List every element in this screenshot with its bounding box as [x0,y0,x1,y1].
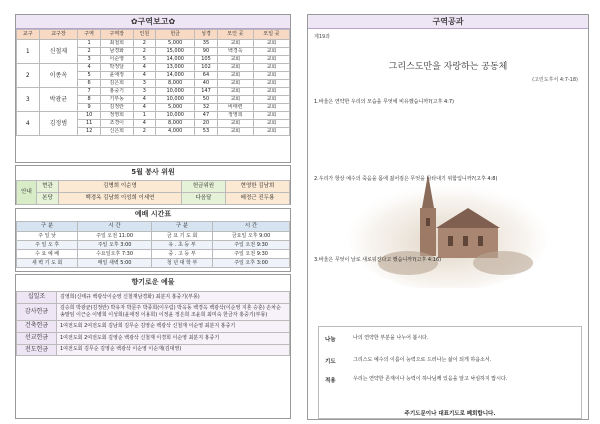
report-cell: 교회 [217,64,253,72]
report-cell: 4 [133,120,156,128]
schedule-cell: 주일 오전 11:00 [78,232,152,241]
report-cell: 1 [78,40,101,48]
application-key: 나눔 [325,337,336,343]
offering-names: 1여전도회 김무순 김영순 백광삭 이순영 이순재(김대영) [57,344,290,356]
report-cell: 4 [133,104,156,112]
volunteer-value: 백경옥 김남희 이성희 이세연 [59,193,182,205]
report-cell: 2 [78,48,101,56]
offering-names: 1여전도회 2여전도회 김영순 백광삭 신철재 이경희 이순영 최분지 홍중기 [57,332,290,344]
report-cell: 11 [78,120,101,128]
application-value: 우리는 연약한 존재이나 능력이 하나님께 있음을 알고 낙심하지 맙시다. [353,376,508,382]
offering-row [17,321,290,333]
parish-number: 4 [17,112,40,136]
report-cell: 102 [195,64,218,72]
report-cell: 12 [78,128,101,136]
report-header-cell: 성경 [195,30,218,40]
report-cell: 2 [133,128,156,136]
report-cell: 교회 [253,72,289,80]
report-cell: 교회 [253,80,289,88]
schedule-cell: 금 요 기 도 회 [151,232,212,241]
report-cell: 4,000 [156,128,195,136]
report-row [17,64,290,72]
schedule-cell: 주일 오전 9:30 [213,241,290,250]
schedule-row [17,250,290,259]
district-report-title: ✿구역보고✿ [16,15,290,29]
offering-row [17,344,290,356]
report-cell: 조경이 [100,120,133,128]
report-cell: 신은희 [100,128,133,136]
lesson-panel [307,14,589,420]
volunteer-key: 현관 [37,181,59,193]
report-cell: 4 [133,64,156,72]
schedule-header-cell: 구 분 [151,222,212,232]
offering-category: 전도헌금 [17,344,57,356]
report-header-cell: 모일 곳 [253,30,289,40]
report-cell: 교회 [217,128,253,136]
report-cell: 14,000 [156,72,195,80]
report-cell: 교회 [217,96,253,104]
report-row [17,40,290,48]
schedule-cell: 주일 오후 3:00 [78,241,152,250]
report-cell: 교회 [217,40,253,48]
schedule-header-cell: 시 간 [213,222,290,232]
church-illustration [348,168,548,288]
report-header-cell: 교구 [17,30,40,40]
report-cell: 교회 [253,40,289,48]
flower-icon: ✿ [130,17,138,26]
offering-row [17,332,290,344]
report-cell: 53 [195,128,218,136]
schedule-cell: 새 벽 기 도 회 [17,259,78,268]
parish-leader: 김정범 [39,112,78,136]
volunteer-key: 다음달 [182,193,226,205]
schedule-cell: 유 . 초 등 부 [151,241,212,250]
schedule-cell: 수 요 예 배 [17,250,78,259]
volunteer-value: 배정근 진두룡 [226,193,290,205]
report-header-cell: 인원 [133,30,156,40]
district-report-table [16,29,290,136]
report-cell: 50 [195,96,218,104]
offering-panel [15,274,291,419]
report-cell: 4 [133,96,156,104]
report-row [17,112,290,120]
report-cell: 47 [195,112,218,120]
report-cell: 10,000 [156,96,195,104]
offering-category: 선교헌금 [17,332,57,344]
report-cell: 8,000 [156,80,195,88]
lesson-number: 제19과 [314,34,331,40]
schedule-cell: 매일 새벽 5:00 [78,259,152,268]
schedule-cell: 수요일오후 7:30 [78,250,152,259]
report-cell: 5 [133,56,156,64]
report-cell: 20 [195,120,218,128]
volunteer-panel [15,165,291,205]
schedule-cell: 금요일 오후 9:00 [213,232,290,241]
report-cell: 정영희 [217,112,253,120]
report-header-cell: 교구장 [39,30,78,40]
offering-category: 감사헌금 [17,303,57,321]
report-cell: 7 [78,88,101,96]
volunteer-value: 김병희 이순영 [59,181,182,193]
offering-row [17,292,290,304]
schedule-row [17,232,290,241]
worship-schedule-panel [15,208,291,272]
lesson-question: 3.바울은 무엇이 날로 새로워진다고 했습니까?(고후 4:16) [314,257,442,263]
schedule-cell: 주일 오후 3:00 [213,259,290,268]
offering-row [17,303,290,321]
report-cell: 김은희 [100,80,133,88]
report-cell: 교회 [253,88,289,96]
schedule-header-cell: 구 분 [17,222,78,232]
application-key: 적용 [325,378,336,384]
report-cell: 3 [133,80,156,88]
worship-schedule-table [16,221,290,268]
parish-number: 1 [17,40,40,64]
report-cell: 김정란 [100,104,133,112]
report-cell: 정영희 [100,112,133,120]
application-value: 나의 연약한 부분을 나누어 봅시다. [353,335,429,341]
lesson-title: 구역공과 [308,15,588,29]
report-cell: 교회 [217,56,253,64]
report-cell: 40 [195,80,218,88]
report-cell: 교회 [217,88,253,96]
report-cell: 10 [78,112,101,120]
report-cell: 교회 [253,120,289,128]
offering-category: 건축헌금 [17,321,57,333]
volunteer-key: 본당 [37,193,59,205]
lesson-question: 1.바울은 연약한 우리의 모습을 무엇에 비유했습니까?(고후 4:7) [314,99,455,105]
report-cell: 윤애정 [100,72,133,80]
lesson-question: 2.우리가 항상 예수의 죽음을 몸에 짊어짐은 무엇을 나타내기 위함입니까?(고후 4:8) [314,176,498,182]
application-value: 그리스도 예수의 이름이 능력으로 드러나는 삶이 되게 하옵소서. [353,357,492,363]
report-cell: 교회 [217,72,253,80]
report-cell: 이순영 [100,56,133,64]
parish-leader: 박광균 [39,88,78,112]
schedule-cell: 주 일 오 후 [17,241,78,250]
volunteer-title: 5월 봉사 위원 [16,166,290,180]
report-cell: 10,000 [156,88,195,96]
report-cell: 14,000 [156,56,195,64]
report-cell: 홍중기 [100,88,133,96]
report-cell: 남경화 [100,48,133,56]
report-cell: 2 [133,48,156,56]
schedule-header-cell: 시 간 [78,222,152,232]
report-header-cell: 헌금 [156,30,195,40]
report-cell: 64 [195,72,218,80]
flower-icon: ✿ [168,17,176,26]
application-key: 기도 [325,359,336,365]
report-cell: 9 [78,104,101,112]
report-cell: 교회 [253,96,289,104]
report-cell: 5,000 [156,104,195,112]
report-cell: 5 [78,72,101,80]
report-cell: 비태련 [217,104,253,112]
report-cell: 32 [195,104,218,112]
report-cell: 교회 [253,48,289,56]
worship-schedule-title: 예배 시간표 [16,209,290,221]
report-cell: 1 [133,112,156,120]
lesson-reference: (고린도후서 4:7-18) [532,77,578,83]
report-cell: 8,000 [156,120,195,128]
report-cell: 8 [78,96,101,104]
volunteer-key: 헌금위원 [182,181,226,193]
report-cell: 15,000 [156,48,195,56]
report-cell: 4 [133,72,156,80]
report-cell: 기부동 [100,96,133,104]
report-cell: 105 [195,56,218,64]
report-header-cell: 구역 [78,30,101,40]
offering-table [16,291,290,356]
schedule-cell: 주일 오전 9:30 [213,250,290,259]
report-cell: 4 [78,64,101,72]
report-cell: 교회 [253,112,289,120]
parish-leader: 신철재 [39,40,78,64]
volunteer-table [16,180,290,205]
closing-text: 주기도문이나 대표기도로 폐회합니다. [404,411,496,417]
schedule-row [17,241,290,250]
report-header-cell: 구역장 [100,30,133,40]
volunteer-label: 안내 [17,181,37,205]
schedule-row [17,259,290,268]
report-cell: 3 [78,56,101,64]
report-cell: 3 [133,88,156,96]
offering-names: 김승희 박광균(김정란) 박유자 박문주 박종희(이우림) 박옥동 백경옥 백광삭(이순영 지혼 승훈) 손차순 송말임 이근순 이병희 이성희(윤애정 이용희) 이정윤 정은희 조윤희 최미숙 한금자 홍중기(부몽) [57,303,290,321]
schedule-cell: 청 년 대 학 부 [151,259,212,268]
report-cell: 35 [195,40,218,48]
report-cell: 10,000 [156,112,195,120]
report-cell: 5,000 [156,40,195,48]
parish-leader: 이종옥 [39,64,78,88]
report-cell: 최철희 [100,40,133,48]
report-cell: 백경옥 [217,48,253,56]
report-cell: 교회 [217,120,253,128]
parish-number: 2 [17,64,40,88]
report-cell: 147 [195,88,218,96]
offering-names: 1여전도회 2여전도회 김남희 김무순 김영순 백광삭 신철재 이순영 최분지 홍중기 [57,321,290,333]
report-cell: 교회 [253,64,289,72]
lesson-subject: 그리스도만을 자랑하는 공동체 [388,62,508,72]
schedule-cell: 중 . 고 등 부 [151,250,212,259]
report-cell: 박정달 [100,64,133,72]
report-row [17,88,290,96]
district-report-panel [15,14,291,163]
report-cell: 6 [78,80,101,88]
schedule-cell: 주 일 낮 [17,232,78,241]
offering-names: 김영희(신태규 백광삭이순영 신철재남경화) 최분지 홍중기(부몽) [57,292,290,304]
offering-title: 향기로운 예물 [16,275,290,291]
report-cell: 교회 [217,80,253,88]
report-cell: 교회 [253,56,289,64]
report-cell: 13,000 [156,64,195,72]
report-cell: 90 [195,48,218,56]
volunteer-value: 현영한 김남희 [226,181,290,193]
report-cell: 2 [133,40,156,48]
report-cell: 교회 [253,104,289,112]
parish-number: 3 [17,88,40,112]
offering-category: 십일조 [17,292,57,304]
report-cell: 교회 [253,128,289,136]
application-box [318,326,582,419]
report-header-cell: 모인 곳 [217,30,253,40]
